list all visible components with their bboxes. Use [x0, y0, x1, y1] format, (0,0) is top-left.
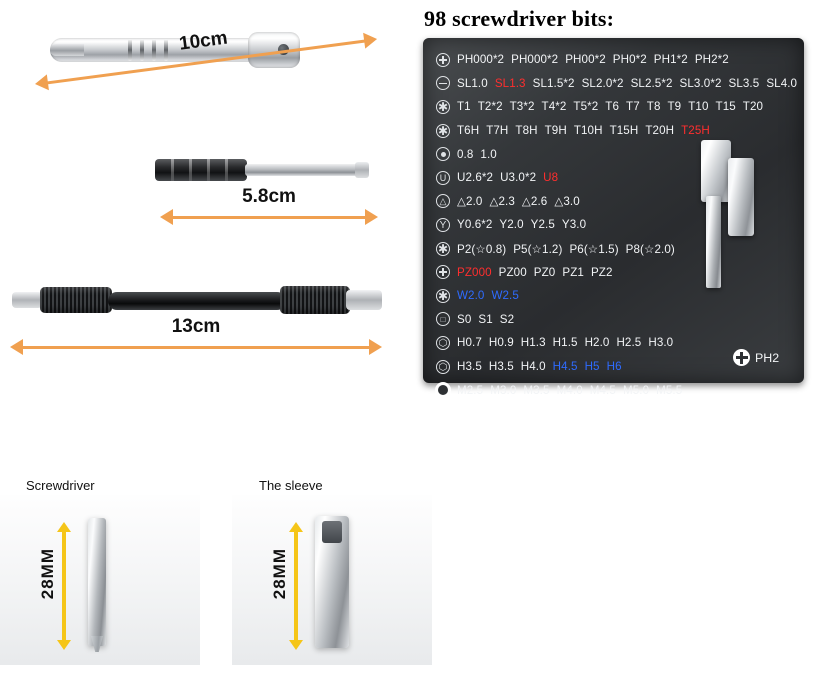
bit-row-labels [457, 313, 521, 326]
bit-row [431, 331, 731, 355]
bit-label: T20 [742, 100, 764, 114]
bit-row-labels [457, 242, 682, 256]
bit-label: PZ2 [590, 265, 613, 279]
socket-ring-icon [433, 382, 455, 398]
bit-label: M4.0 [556, 383, 583, 397]
bit-label: SL1.3 [494, 76, 526, 90]
bit-row [431, 284, 731, 308]
hex-circle-icon: ⬡ [433, 359, 455, 375]
bit-label: T8 [646, 100, 661, 114]
flex-tube [108, 292, 286, 310]
bit-label: H5 [584, 360, 600, 374]
bit-label: Y0.6*2 [457, 218, 493, 232]
comparison-size-left: 28MM [38, 548, 57, 600]
comparison-label-sleeve: The sleeve [259, 478, 323, 493]
bit-label: H3.5 [457, 360, 482, 374]
bit-label: T10 [688, 100, 709, 114]
bit-label: PH000*2 [457, 53, 505, 67]
bit-row-labels [457, 148, 504, 161]
extension-bar-photo [155, 155, 370, 185]
bit-label: PZ000 [457, 265, 492, 279]
bit-label: SL1.5*2 [532, 76, 575, 90]
bit-row-labels [457, 218, 593, 231]
bit-label: U8 [543, 171, 559, 185]
arrow-head-right-icon [369, 339, 382, 355]
bit-row [431, 72, 798, 96]
bit-label: T20H [645, 124, 675, 138]
screwdriver-bit-icon [88, 518, 106, 646]
ph2-label: PH2 [755, 350, 780, 365]
comparison-label-screwdriver: Screwdriver [26, 478, 95, 493]
bit-label: H2.5 [616, 336, 642, 350]
bit-row-labels [457, 384, 689, 397]
bit-label: 0.8 [457, 147, 474, 161]
bit-label: T8H [515, 124, 538, 138]
bit-label: P2(☆0.8) [457, 242, 507, 256]
bit-label: Y2.5 [530, 218, 555, 232]
sleeve-socket-opening [322, 521, 342, 543]
bit-label: H3.5 [488, 360, 514, 374]
bit-row-labels [457, 289, 526, 302]
cross-star-circle-icon: ✱ [437, 288, 449, 303]
card-photo-sleeve-small [728, 158, 754, 236]
arrow-head-right-icon [365, 209, 378, 225]
bit-row [431, 213, 731, 237]
bit-label: T4*2 [541, 100, 567, 114]
bits-card [423, 38, 804, 397]
hex-circle-icon: ⬡ [433, 335, 455, 351]
bit-label: SL3.0*2 [679, 76, 722, 90]
bit-label: PH1*2 [653, 53, 688, 67]
triangle-circle-icon: △ [433, 193, 455, 209]
bit-row-labels [457, 194, 587, 208]
bit-label: △2.6 [521, 195, 548, 209]
bit-label: T7 [626, 100, 640, 114]
bit-row [431, 237, 731, 261]
bit-label: 1.0 [480, 147, 497, 161]
arrow-head-down-icon [57, 640, 71, 650]
bit-label: PH2*2 [694, 53, 729, 67]
extension-stripe-3 [207, 159, 210, 181]
y-tri-wing-circle-icon: Y [433, 217, 455, 233]
extension-stripe-1 [171, 159, 174, 181]
arrow-head-down-icon [289, 640, 303, 650]
bit-label: PZ00 [498, 265, 527, 279]
bit-row [431, 308, 731, 332]
arrow-head-right-icon [363, 31, 378, 49]
bit-label: H6 [606, 360, 622, 374]
bit-label: T10H [573, 124, 603, 138]
bit-label: T2*2 [477, 100, 503, 114]
torx-security-star-icon: ✱ [437, 123, 449, 138]
ph2-badge [733, 349, 779, 366]
bit-label: Y3.0 [561, 218, 587, 232]
pentalobe-circle-icon: ✱ [437, 241, 449, 256]
flex-knurl-right [280, 286, 350, 314]
arrow-line [62, 531, 66, 641]
bit-label: SL2.0*2 [581, 76, 624, 90]
bit-label: H3.0 [648, 336, 674, 350]
bit-label: M5.5 [656, 383, 683, 397]
bit-label: M5.0 [622, 383, 650, 397]
bit-row-labels [457, 100, 770, 113]
bit-label: SL2.5*2 [630, 76, 673, 90]
extension-end [355, 162, 369, 178]
bit-label: H2.0 [584, 336, 610, 350]
bit-label: T6H [457, 124, 480, 138]
flex-knurl-left [40, 287, 112, 313]
measure-arrow-extension [160, 186, 378, 228]
bit-label: T25H [681, 124, 710, 138]
bit-label: H4.0 [520, 360, 546, 374]
bit-label: SL4.0 [766, 76, 798, 90]
measure-label-extension: 5.8cm [242, 186, 296, 207]
bit-label: PZ1 [562, 265, 584, 279]
bit-label: SL1.0 [457, 76, 488, 90]
bit-label: U2.6*2 [457, 171, 494, 185]
bit-label: S0 [457, 312, 472, 326]
bit-label: T1 [457, 100, 471, 114]
bit-label: T9H [544, 124, 567, 138]
bit-row [431, 48, 731, 72]
bit-label: T3*2 [509, 100, 535, 114]
minus-in-circle-icon [433, 75, 455, 91]
bit-label: T15H [609, 124, 639, 138]
bit-row [431, 355, 731, 379]
arrow-line [294, 531, 298, 641]
torx-star-icon: ✱ [437, 99, 449, 114]
bit-label: Y2.0 [499, 218, 524, 232]
bit-label: △3.0 [554, 195, 580, 209]
pozidriv-circle-icon [433, 264, 455, 280]
flex-cap-left [12, 292, 42, 308]
extension-shaft [245, 164, 363, 176]
bit-label: P8(☆2.0) [625, 242, 675, 256]
bit-label: S2 [499, 312, 515, 326]
bit-label: H1.3 [520, 336, 546, 350]
bit-label: T9 [667, 100, 682, 114]
extension-stripe-4 [225, 159, 228, 181]
bit-row [431, 95, 764, 119]
bit-label: T5*2 [573, 100, 599, 114]
square-circle-icon: □ [433, 311, 455, 327]
flex-cap-right [346, 290, 382, 310]
bit-row [431, 166, 731, 190]
u-shape-circle-icon: U [433, 170, 455, 186]
bit-label: W2.5 [491, 289, 519, 303]
bit-row-labels [457, 77, 804, 90]
extension-grip [155, 159, 247, 181]
bit-label: PH000*2 [511, 53, 559, 67]
measure-label-flex-shaft: 13cm [171, 316, 221, 337]
bit-row [431, 119, 731, 143]
card-photo-sleeve-large [701, 140, 731, 202]
bit-label: H0.9 [488, 336, 514, 350]
measure-label-handle: 10cm [177, 27, 229, 55]
cross-in-circle-icon [433, 52, 455, 68]
bit-label: W2.0 [457, 289, 485, 303]
bit-label: T6 [605, 100, 620, 114]
bit-label: S1 [478, 312, 493, 326]
bit-label: U3.0*2 [500, 171, 537, 185]
bit-label: H1.5 [552, 336, 578, 350]
bit-row-labels [457, 53, 736, 66]
bits-title: 98 screwdriver bits: [424, 6, 615, 31]
bit-row [431, 190, 731, 214]
bits-list [431, 48, 798, 402]
bit-label: PH00*2 [565, 53, 606, 67]
phillips-cross-icon [733, 349, 750, 366]
bit-row-labels [457, 266, 620, 279]
extension-stripe-2 [189, 159, 192, 181]
bit-label: △2.0 [457, 195, 483, 209]
bit-label: H0.7 [457, 336, 482, 350]
bit-row-labels [457, 171, 565, 184]
comparison-size-right: 28MM [270, 548, 289, 600]
bit-row-labels [457, 360, 629, 373]
bit-label: SL3.5 [728, 76, 760, 90]
bit-label: M3.0 [490, 383, 517, 397]
bit-label: △2.3 [489, 195, 515, 209]
bit-row [431, 142, 731, 166]
bit-row-labels [457, 124, 717, 137]
card-photo-bit [706, 196, 721, 288]
bit-label: PZ0 [533, 265, 556, 279]
comparison-arrow-right [289, 522, 303, 650]
comparison-panel-right [232, 495, 432, 665]
bit-row-labels [457, 336, 680, 349]
arrow-line [170, 216, 368, 219]
bit-label: H4.5 [552, 360, 578, 374]
bit-label: M4.5 [589, 383, 616, 397]
bit-label: P5(☆1.2) [513, 242, 563, 256]
bit-label: PH0*2 [612, 53, 647, 67]
bit-label: T15 [715, 100, 736, 114]
bit-row [431, 378, 731, 402]
arrow-line [20, 346, 372, 349]
small-dot-circle-icon [433, 146, 455, 162]
bit-label: P6(☆1.5) [569, 242, 619, 256]
bit-label: M2.5 [457, 383, 484, 397]
comparison-panel-left [0, 495, 200, 665]
comparison-arrow-left [57, 522, 71, 650]
bit-row [431, 260, 731, 284]
measure-arrow-flex-shaft [10, 316, 382, 358]
bit-label: M3.5 [523, 383, 550, 397]
bit-label: T7H [486, 124, 509, 138]
